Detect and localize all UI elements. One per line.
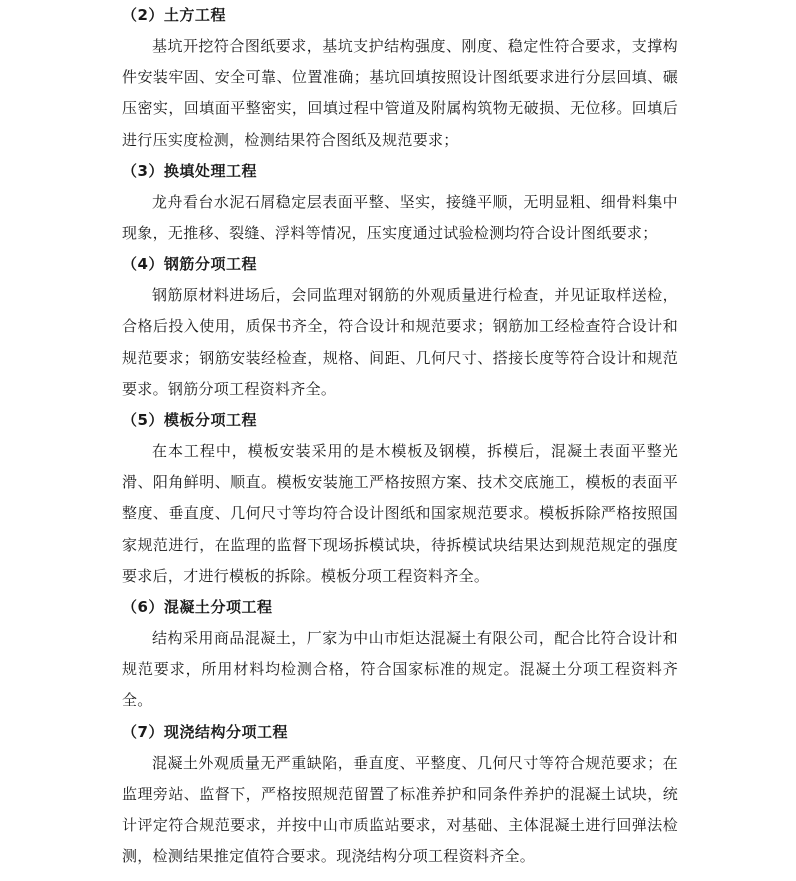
section-body: 混凝土外观质量无严重缺陷，垂直度、平整度、几何尺寸等符合规范要求；在监理旁站、监督下，严格按照规范留置了标准养护和同条件养护的混凝土试块，统计评定符合规范要求，并按中山市质监站要求，对基础、主体混凝土进行回弹法检测，检测结果推定值符合要求。现浇结构分项工程资料齐全。 <box>122 753 678 866</box>
section-body: 基坑开挖符合图纸要求，基坑支护结构强度、刚度、稳定性符合要求，支撑构件安装牢固、安全可靠、位置准确；基坑回填按照设计图纸要求进行分层回填、碾压密实，回填面平整密实，回填过程中管道及附属构筑物无破损、无位移。回填后进行压实度检测，检测结果符合图纸及规范要求； <box>122 37 678 149</box>
section-formwork <box>122 405 678 592</box>
section-heading: （7）现浇结构分项工程 <box>122 722 288 741</box>
section-replacement-fill <box>122 156 678 249</box>
section-concrete <box>122 592 678 717</box>
section-heading: （2）土方工程 <box>122 6 226 24</box>
section-heading: （5）模板分项工程 <box>122 411 257 430</box>
section-heading: （6）混凝土分项工程 <box>122 598 273 617</box>
section-body: 龙舟看台水泥石屑稳定层表面平整、坚实，接缝平顺，无明显粗、细骨料集中现象，无推移、裂缝、浮料等情况，压实度通过试验检测均符合设计图纸要求； <box>122 192 678 243</box>
section-heading: （4）钢筋分项工程 <box>122 255 257 274</box>
section-heading: （3）换填处理工程 <box>122 161 257 180</box>
section-cast-in-place <box>122 717 678 873</box>
section-body: 在本工程中，模板安装采用的是木模板及钢模，拆模后，混凝土表面平整光滑、阳角鲜明、顺直。模板安装施工严格按照方案、技术交底施工，模板的表面平整度、垂直度、几何尺寸等均符合设计图纸和国家规范要求。模板拆除严格按照国家规范进行，在监理的监督下现场拆模试块，待拆模试块结果达到规范规定的强度要求后，才进行模板的拆除。模板分项工程资料齐全。 <box>122 442 678 585</box>
section-rebar <box>122 249 678 405</box>
section-body: 结构采用商品混凝土，厂家为中山市炬达混凝土有限公司，配合比符合设计和规范要求，所用材料均检测合格，符合国家标准的规定。混凝土分项工程资料齐全。 <box>122 629 678 710</box>
section-body: 钢筋原材料进场后，会同监理对钢筋的外观质量进行检查，并见证取样送检，合格后投入使用，质保书齐全，符合设计和规范要求；钢筋加工经检查符合设计和规范要求；钢筋安装经检查，规格、间距、几何尺寸、搭接长度等符合设计和规范要求。钢筋分项工程资料齐全。 <box>122 286 678 398</box>
section-earthwork <box>122 0 678 156</box>
